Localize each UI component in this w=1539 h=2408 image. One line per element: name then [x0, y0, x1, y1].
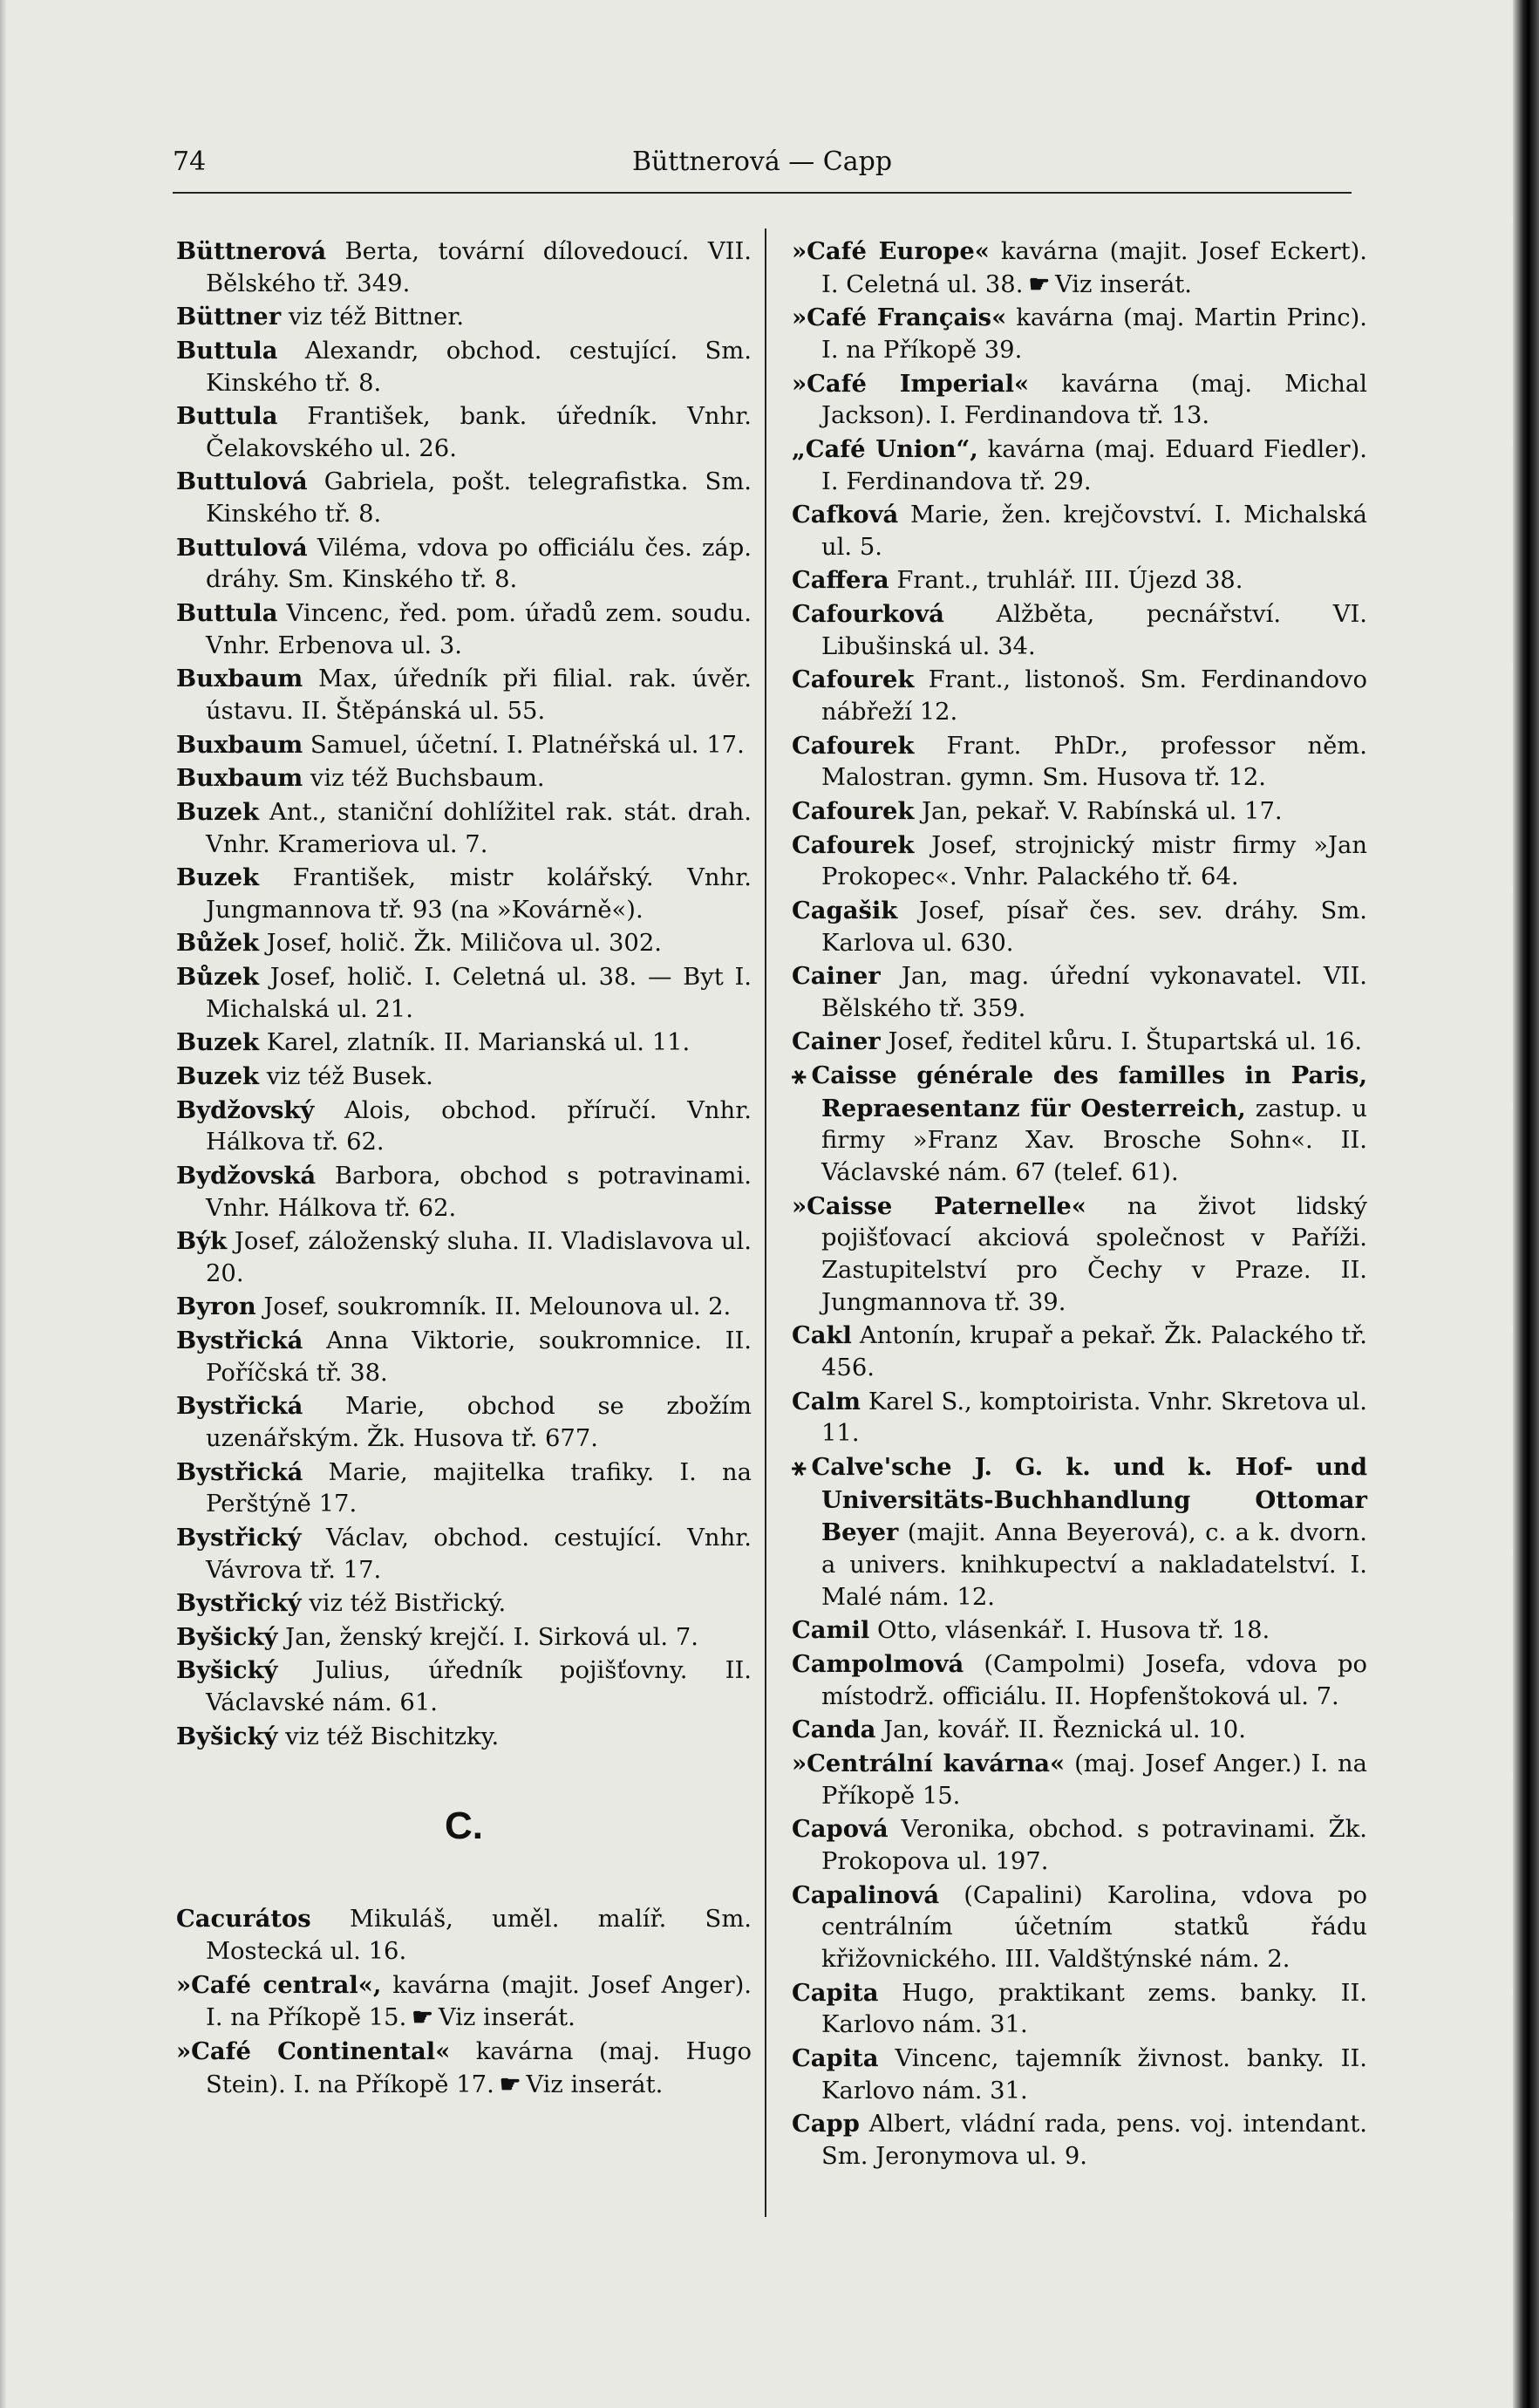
entry-text: viz též Buchsbaum. — [303, 765, 545, 793]
page-right-edge — [1513, 0, 1539, 2408]
directory-entry — [176, 1027, 752, 1060]
entry-text: na život lidský pojišťovací akciová společnost v Paříži. Zastupitelství pro Čechy v Praze. II. Jungmannova tř. 39. — [821, 1192, 1368, 1316]
entry-name: Buzek — [176, 1028, 260, 1057]
entry-text: Marie, žen. krejčovství. I. Michalská ul. 5. — [821, 501, 1367, 561]
directory-entry — [176, 796, 752, 861]
directory-entry — [792, 1026, 1367, 1059]
entry-text: Mikuláš, uměl. malíř. Sm. Mostecká ul. 16. — [206, 1906, 752, 1966]
directory-entry — [176, 400, 752, 465]
entry-name: Cafourková — [792, 600, 944, 629]
directory-entry — [176, 2036, 752, 2101]
entry-name: Capita — [792, 2043, 879, 2072]
entry-text: Václav, obchod. cestující. Vnhr. Vávrova tř. 17. — [206, 1524, 752, 1584]
directory-entry — [792, 2108, 1367, 2173]
entry-name: Buttulová — [176, 467, 308, 496]
entry-text: (Campolmi) Josefa, vdova po místodrž. officiálu. II. Hopfenštoková ul. 7. — [821, 1651, 1367, 1710]
entry-text: viz též Bistřický. — [301, 1590, 507, 1618]
entry-text: Josef, písař čes. sev. dráhy. Sm. Karlova ul. 630. — [821, 897, 1367, 957]
entry-text: kavárna (maj. Eduard Fiedler). I. Ferdinandova tř. 29. — [821, 435, 1368, 495]
entry-name: »Café Français« — [792, 304, 1007, 332]
entry-text: kavárna (maj. Martin Princ). I. na Příkopě 39. — [821, 304, 1367, 364]
directory-entry — [176, 1903, 752, 1968]
entry-name: Caisse générale des familles in Paris, Repraesentanz für Oesterreich, — [811, 1061, 1367, 1122]
directory-entry — [792, 1714, 1367, 1747]
entry-text: František, mistr kolářský. Vnhr. Jungmannova tř. 93 (na »Kovárně«). — [206, 864, 752, 924]
entry-text: Jan, mag. úřední vykonavatel. VII. Bělského tř. 359. — [821, 963, 1367, 1022]
entry-name: »Café Europe« — [792, 237, 990, 265]
entry-text: Viléma, vdova po officiálu čes. záp. dráhy. Sm. Kinského tř. 8. — [206, 534, 752, 594]
directory-entry — [792, 1190, 1367, 1320]
entry-text: Veronika, obchod. s potravinami. Žk. Prokopova ul. 197. — [821, 1816, 1367, 1875]
directory-entry — [792, 1060, 1367, 1190]
entry-name: Buxbaum — [176, 665, 303, 693]
entry-text: Gabriela, pošt. telegrafistka. Sm. Kinského tř. 8. — [206, 468, 752, 529]
entry-name: Cafourek — [792, 830, 915, 859]
entry-name: Calm — [792, 1387, 861, 1415]
entry-text: (majit. Anna Beyerová), c. a k. dvorn. a univers. knihkupectví a nakladatelství. I. Malé nám. 12. — [821, 1519, 1367, 1611]
entry-text: Josef, holič. I. Celetná ul. 38. — Byt I. Michalská ul. 21. — [206, 964, 752, 1023]
entry-name: „Café Union“, — [792, 434, 978, 463]
entry-text: Otto, vlásenkář. I. Husova tř. 18. — [869, 1617, 1270, 1645]
directory-entry — [176, 1456, 752, 1521]
hand-pointer-icon: ☛ — [499, 2070, 521, 2098]
directory-entry — [176, 1721, 752, 1754]
directory-entry — [176, 1522, 752, 1586]
entry-name: Bůžek — [176, 929, 260, 958]
entry-text: kavárna (majit. Josef Eckert). I. Celetná ul. 38. — [821, 238, 1368, 298]
directory-entry — [176, 466, 752, 530]
entry-text: Ant., staniční dohlížitel rak. stát. drah. Vnhr. Krameriova ul. 7. — [206, 798, 752, 858]
entry-name: Bystřický — [176, 1589, 302, 1618]
entry-see-also: Viz inserát. — [526, 2070, 664, 2098]
entry-name: »Caisse Paternelle« — [792, 1191, 1086, 1220]
directory-entry — [176, 1160, 752, 1224]
entry-text: Josef, ředitel kůru. I. Štupartská ul. 16. — [880, 1028, 1363, 1056]
pointing-hand-icon: ⚹ — [792, 1453, 807, 1482]
entry-name: Buzek — [176, 1061, 260, 1090]
left-column — [176, 235, 752, 2102]
entry-text: Vincenc, tajemník živnost. banky. II. Karlovo nám. 31. — [821, 2044, 1367, 2104]
directory-entry — [792, 1648, 1367, 1713]
entry-name: Cafourek — [792, 665, 915, 694]
entry-name: Bystřická — [176, 1457, 303, 1486]
directory-entry — [792, 895, 1367, 959]
entry-name: Capita — [792, 1978, 879, 2007]
entry-text: Vincenc, řed. pom. úřadů zem. soudu. Vnhr. Erbenova ul. 3. — [206, 600, 752, 659]
directory-entry — [176, 1587, 752, 1620]
directory-entry — [792, 829, 1367, 894]
directory-entry — [792, 1813, 1367, 1878]
entry-name: Byron — [176, 1293, 256, 1321]
directory-entry — [176, 663, 752, 727]
entry-name: Cacurátos — [176, 1905, 311, 1934]
directory-entry — [792, 960, 1367, 1025]
directory-entry — [792, 368, 1367, 433]
entry-text: Josef, soukromník. II. Melounova ul. 2. — [255, 1293, 732, 1321]
entry-text: Samuel, účetní. I. Platnéřská ul. 17. — [303, 731, 745, 759]
directory-entry — [176, 335, 752, 399]
entry-text: Albert, vládní rada, pens. voj. intendant. Sm. Jeronymova ul. 9. — [821, 2111, 1367, 2170]
entry-text: Karel, zlatník. II. Marianská ul. 11. — [259, 1029, 691, 1057]
hand-pointer-icon: ☛ — [412, 2003, 433, 2032]
directory-entry — [792, 1748, 1367, 1812]
entry-name: Bydžovský — [176, 1095, 315, 1124]
entry-text: zastup. u firmy »Franz Xav. Brosche Sohn«. II. Václavské nám. 67 (telef. 61). — [821, 1095, 1367, 1187]
entry-name: Byšický — [176, 1656, 278, 1685]
entry-text: Frant., listonoš. Sm. Ferdinandovo nábřeží 12. — [821, 666, 1367, 726]
directory-entry — [176, 862, 752, 926]
entry-text: Marie, obchod se zbožím uzenářským. Žk. Husova tř. 677. — [206, 1393, 752, 1453]
entry-name: Caffera — [792, 566, 889, 595]
entry-text: kavárna (majit. Josef Anger). I. na Příkopě 15. — [206, 1971, 752, 2032]
entry-see-also: Viz inserát. — [438, 2004, 575, 2032]
entry-name: Campolmová — [792, 1650, 964, 1679]
entry-name: Cafková — [792, 501, 899, 529]
entry-name: Buzek — [176, 797, 260, 826]
directory-entry — [792, 1320, 1367, 1384]
entry-text: Hugo, praktikant zems. banky. II. Karlovo nám. 31. — [821, 1979, 1367, 2039]
right-column — [792, 235, 1367, 2173]
entry-name: »Café Continental« — [176, 2036, 451, 2065]
directory-entry — [792, 730, 1367, 795]
entry-name: Capová — [792, 1815, 889, 1844]
entry-text: viz též Bittner. — [281, 304, 465, 331]
directory-entry — [792, 1977, 1367, 2042]
entry-see-also: Viz inserát. — [1055, 270, 1193, 298]
entry-name: Bystřická — [176, 1392, 303, 1421]
entry-name: Buxbaum — [176, 730, 303, 759]
entry-text: Frant., truhlář. III. Újezd 38. — [889, 567, 1243, 595]
column-divider — [765, 229, 766, 2217]
entry-name: Cafourek — [792, 796, 915, 825]
entry-name: Buttula — [176, 599, 278, 628]
entry-name: Cafourek — [792, 731, 915, 760]
entry-name: Býk — [176, 1227, 228, 1256]
directory-entry — [792, 1451, 1367, 1614]
page-title: Büttnerová — Capp — [631, 147, 893, 177]
entry-text: viz též Busek. — [259, 1062, 433, 1090]
entry-name: Buttula — [176, 336, 278, 365]
directory-entry — [176, 532, 752, 597]
directory-entry — [176, 235, 752, 300]
directory-entry — [792, 2043, 1367, 2107]
directory-entry — [176, 1225, 752, 1290]
entry-name: Bydžovská — [176, 1161, 317, 1190]
directory-entry — [792, 499, 1367, 563]
entry-name: Cakl — [792, 1321, 852, 1350]
directory-entry — [176, 1969, 752, 2035]
entry-text: Marie, majitelka trafiky. I. na Perštýně 17. — [206, 1458, 752, 1518]
entry-name: Camil — [792, 1616, 870, 1645]
page-number: 74 — [173, 147, 207, 177]
entry-name: Cainer — [792, 962, 881, 991]
running-head — [173, 147, 1352, 185]
section-heading: C. — [445, 1804, 483, 1848]
entry-text: kavárna (maj. Hugo Stein). I. na Příkopě 17. — [206, 2037, 752, 2098]
entry-name: Büttner — [176, 303, 282, 331]
directory-entry — [792, 564, 1367, 597]
entry-text: Frant. PhDr., professor něm. Malostran. gymn. Sm. Husova tř. 12. — [821, 732, 1367, 792]
directory-entry — [792, 1386, 1367, 1450]
directory-entry — [792, 433, 1367, 498]
entry-text: Josef, záloženský sluha. II. Vladislavova ul. 20. — [206, 1228, 752, 1287]
entry-name: Canda — [792, 1716, 876, 1744]
directory-entry — [792, 598, 1367, 663]
entry-text: Max, úředník při filial. rak. úvěr. ústavu. II. Štěpánská ul. 55. — [206, 665, 752, 726]
entry-text: Jan, pekař. V. Rabínská ul. 17. — [914, 797, 1283, 825]
entry-name: »Café Imperial« — [792, 369, 1030, 398]
directory-entry — [176, 301, 752, 334]
entry-text: Josef, holič. Žk. Miličova ul. 302. — [259, 930, 662, 958]
entry-name: Capp — [792, 2110, 860, 2139]
entry-name: Byšický — [176, 1722, 278, 1750]
directory-entry — [792, 302, 1367, 366]
directory-entry — [792, 664, 1367, 728]
entry-name: Buxbaum — [176, 764, 303, 793]
pointing-hand-icon: ⚹ — [792, 1061, 807, 1090]
directory-entry — [176, 1291, 752, 1324]
directory-list-c-continued — [792, 235, 1367, 2173]
entry-name: Byšický — [176, 1622, 278, 1651]
entry-text: (Capalini) Karolina, vdova po centrálním účetním statků řádu křižovnického. III. Valdštýnské nám. 2. — [821, 1881, 1367, 1973]
entry-text: Alexandr, obchod. cestující. Sm. Kinského tř. 8. — [206, 337, 752, 397]
entry-text: Julius, úředník pojišťovny. II. Václavské nám. 61. — [206, 1657, 752, 1717]
page-left-edge — [0, 0, 7, 2408]
directory-entry — [176, 1621, 752, 1654]
hand-pointer-icon: ☛ — [1028, 269, 1050, 298]
entry-name: »Centrální kavárna« — [792, 1749, 1066, 1777]
entry-text: Barbora, obchod s potravinami. Vnhr. Hálkova tř. 62. — [206, 1162, 752, 1222]
directory-entry — [176, 1095, 752, 1159]
directory-entry — [176, 597, 752, 662]
entry-name: Cainer — [792, 1027, 881, 1056]
entry-text: Berta, tovární dílovedoucí. VII. Bělského tř. 349. — [206, 238, 752, 297]
entry-name: Buttula — [176, 402, 278, 431]
directory-entry — [176, 1654, 752, 1719]
entry-text: Josef, strojnický mistr firmy »Jan Prokopec«. Vnhr. Palackého tř. 64. — [821, 831, 1367, 891]
entry-name: Bystřický — [176, 1523, 302, 1552]
entry-name: »Café central«, — [176, 1970, 382, 1999]
entry-name: Cagašik — [792, 896, 898, 924]
entry-name: Calve'sche J. G. k. und k. Hof- und Universitäts-Buchhandlung Ottomar Beyer — [811, 1453, 1367, 1547]
entry-name: Büttnerová — [176, 237, 327, 265]
directory-entry — [176, 927, 752, 960]
entry-text: kavárna (maj. Michal Jackson). I. Ferdinandova tř. 13. — [821, 370, 1367, 430]
entry-name: Buzek — [176, 863, 260, 892]
entry-text: Alois, obchod. příručí. Vnhr. Hálkova tř. 62. — [206, 1096, 752, 1156]
directory-entry — [176, 729, 752, 762]
directory-entry — [176, 762, 752, 795]
entry-text: František, bank. úředník. Vnhr. Čelakovského ul. 26. — [206, 403, 752, 462]
entry-text: (maj. Josef Anger.) I. na Příkopě 15. — [821, 1750, 1367, 1810]
entry-text: Jan, ženský krejčí. I. Sirková ul. 7. — [277, 1623, 698, 1651]
header-rule — [173, 192, 1352, 194]
directory-entry — [792, 1879, 1367, 1976]
directory-entry — [792, 795, 1367, 829]
entry-text: Antonín, krupař a pekař. Žk. Palackého tř. 456. — [821, 1322, 1367, 1382]
entry-text: viz též Bischitzky. — [277, 1722, 500, 1750]
directory-entry — [176, 1061, 752, 1094]
directory-entry — [176, 961, 752, 1026]
directory-list-b — [176, 235, 752, 1753]
entry-text: Karel S., komptoirista. Vnhr. Skretova ul. 11. — [821, 1388, 1367, 1448]
entry-text: Anna Viktorie, soukromnice. II. Poříčská tř. 38. — [206, 1327, 752, 1387]
directory-list-c — [176, 1903, 752, 2101]
directory-entry — [176, 1325, 752, 1389]
directory-entry — [792, 1614, 1367, 1647]
entry-name: Buttulová — [176, 533, 308, 562]
entry-text: Jan, kovář. II. Řeznická ul. 10. — [875, 1716, 1246, 1744]
directory-entry — [176, 1390, 752, 1455]
directory-entry — [792, 235, 1367, 301]
entry-name: Capalinová — [792, 1880, 940, 1909]
entry-name: Bystřická — [176, 1327, 303, 1355]
entry-name: Bůzek — [176, 963, 260, 992]
entry-text: Alžběta, pecnářství. VI. Libušinská ul. 34. — [821, 601, 1367, 660]
